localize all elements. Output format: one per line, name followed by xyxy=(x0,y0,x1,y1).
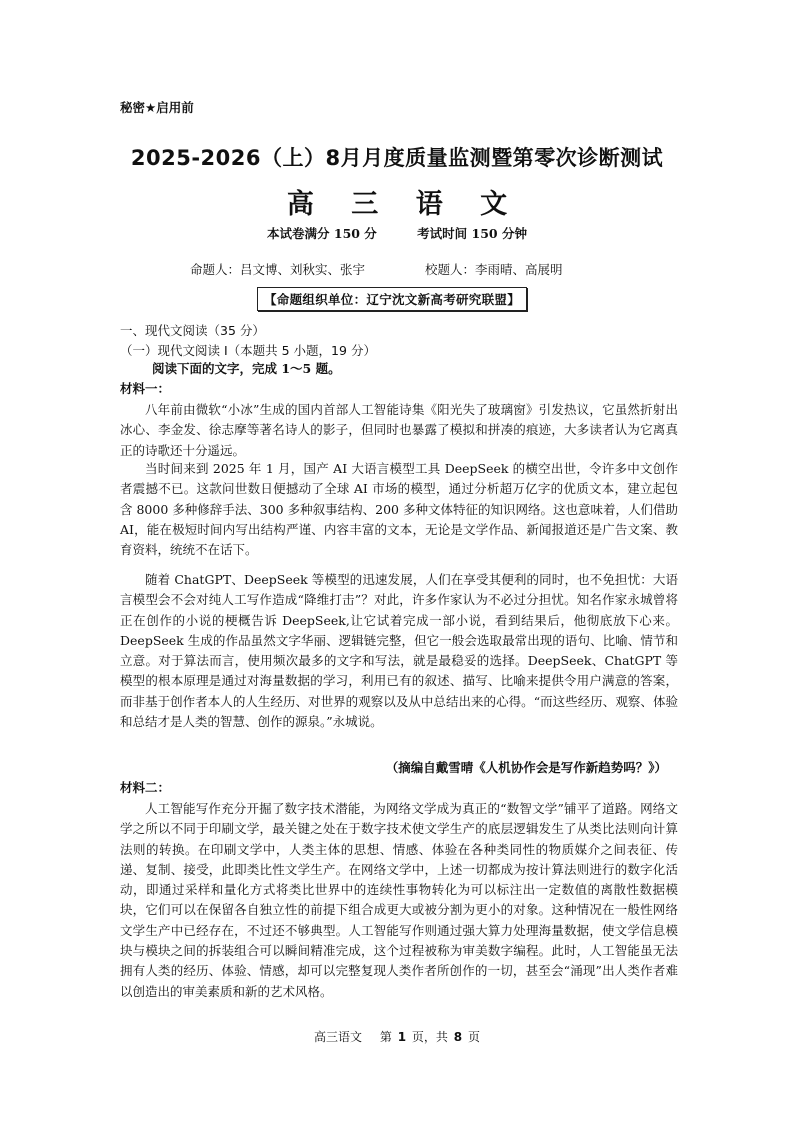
material2-paragraph: 人工智能写作充分开掘了数字技术潜能，为网络文学成为真正的“数智文学”铺平了道路。网络文学之所以不同于印刷文学，最关键之处在于数字技术使文学生产的底层逻辑发生了从类比法则向计算法则的转换。在印刷文学中，人类主体的思想、情感、体验在各种类同性的物质媒介之间表征、传递、复制、接受，此即类比性文学生产。在网络文学中，上述一切都成为按计算法则进行的数字化活动，即通过采样和量化方式将类比世界中的连续性事物转化为可以标注出一定数值的离散性数据模块，它们可以在保留各自独立性的前提下组合成更大或被分割为更小的对象。这种情况在一般性网络文学生产中已经存在，不过还不够典型。人工智能写作则通过强大算力处理海量数据，使文学信息模块与模块之间的拆装组合可以瞬间精准完成，这个过程被称为审美数字编程。此时，人工智能虽无法拥有人类的经历、体验、情感，却可以完整复现人类作者所创作的一切，甚至会“涌现”出人类作者难以创造出的审美素质和新的艺术风格。 xyxy=(120,801,678,999)
material1-paragraph: 当时间来到 2025 年 1 月，国产 AI 大语言模型工具 DeepSeek 的横空出世，令许多中文创作者震撼不已。这款问世数日便撼动了全球 AI 市场的模型，通过分析超万亿字的优质文本，建立起包含 8000 多种修辞手法、300 多种叙事结构、200 多种文体特征的知识网络。这也意味着，人们借助 AI，能在极短时间内写出结构严谨、内容丰富的文本，无论是文学作品、新闻报道还是广告文案、教育资料，统统不在话下。 xyxy=(120,461,678,558)
confidential-label: 秘密★启用前 xyxy=(120,100,194,115)
question-reviewers: 校题人：李雨晴、高展明 xyxy=(425,262,563,277)
subject-title: 高 三 语 文 xyxy=(286,189,522,220)
exam-title: 2025-2026（上）8月月度质量监测暨第零次诊断测试 xyxy=(130,146,664,170)
question-setters: 命题人：吕文博、刘秋实、张宇 xyxy=(190,262,366,277)
footer-page-suffix: 页 xyxy=(467,1030,480,1044)
section-title: 一、现代文阅读（35 分） xyxy=(120,323,265,338)
footer-page-total: 8 xyxy=(453,1030,463,1044)
exam-time: 考试时间 150 分钟 xyxy=(417,226,527,241)
section-subtitle: （一）现代文阅读 I（本题共 5 小题，19 分） xyxy=(120,343,376,358)
reading-instruction: 阅读下面的文字，完成 1～5 题。 xyxy=(152,361,341,376)
material1-source: （摘编自戴雪晴《人机协作会是写作新趋势吗？》） xyxy=(385,760,667,775)
organizer-box: 【命题组织单位：辽宁沈文新高考研究联盟】 xyxy=(257,287,527,311)
footer-page-prefix: 第 xyxy=(379,1030,392,1044)
setters-line xyxy=(190,260,563,278)
material1-paragraph: 八年前由微软“小冰”生成的国内首部人工智能诗集《阳光失了玻璃窗》引发热议，它虽然折射出冰心、李金发、徐志摩等著名诗人的影子，但同时也暴露了模拟和拼凑的痕迹，大多读者认为它离真正的诗歌还十分遥远。 xyxy=(120,402,678,458)
material2-label: 材料二： xyxy=(120,780,171,795)
footer-page-mid: 页，共 xyxy=(411,1030,448,1044)
footer-subject: 高三语文 xyxy=(314,1030,363,1044)
full-score: 本试卷满分 150 分 xyxy=(267,226,377,241)
material1-label: 材料一： xyxy=(120,381,171,396)
exam-info xyxy=(0,224,794,242)
page-footer xyxy=(0,1028,794,1045)
footer-page-number: 1 xyxy=(397,1030,407,1044)
material1-paragraph: 随着 ChatGPT、DeepSeek 等模型的迅速发展，人们在享受其便利的同时，也不免担忧：大语言模型会不会对纯人工写作造成“降维打击”？对此，许多作家认为不必过分担忧。知名作家永城曾将正在创作的小说的梗概告诉 DeepSeek,让它试着完成一部小说，看到结果后，他彻底放下心来。DeepSeek 生成的作品虽然文字华丽、逻辑链完整，但它一般会选取最常出现的语句、比喻、情节和立意。对于算法而言，使用频次最多的文字和写法，就是最稳妥的选择。DeepSeek、ChatGPT 等模型的根本原理是通过对海量数据的学习，利用已有的叙述、描写、比喻来提供令用户满意的答案，而非基于创作者本人的人生经历、对世界的观察以及从中总结出来的心得。“而这些经历、观察、体验和总结才是人类的智慧、创作的源泉。”永城说。 xyxy=(120,572,678,730)
